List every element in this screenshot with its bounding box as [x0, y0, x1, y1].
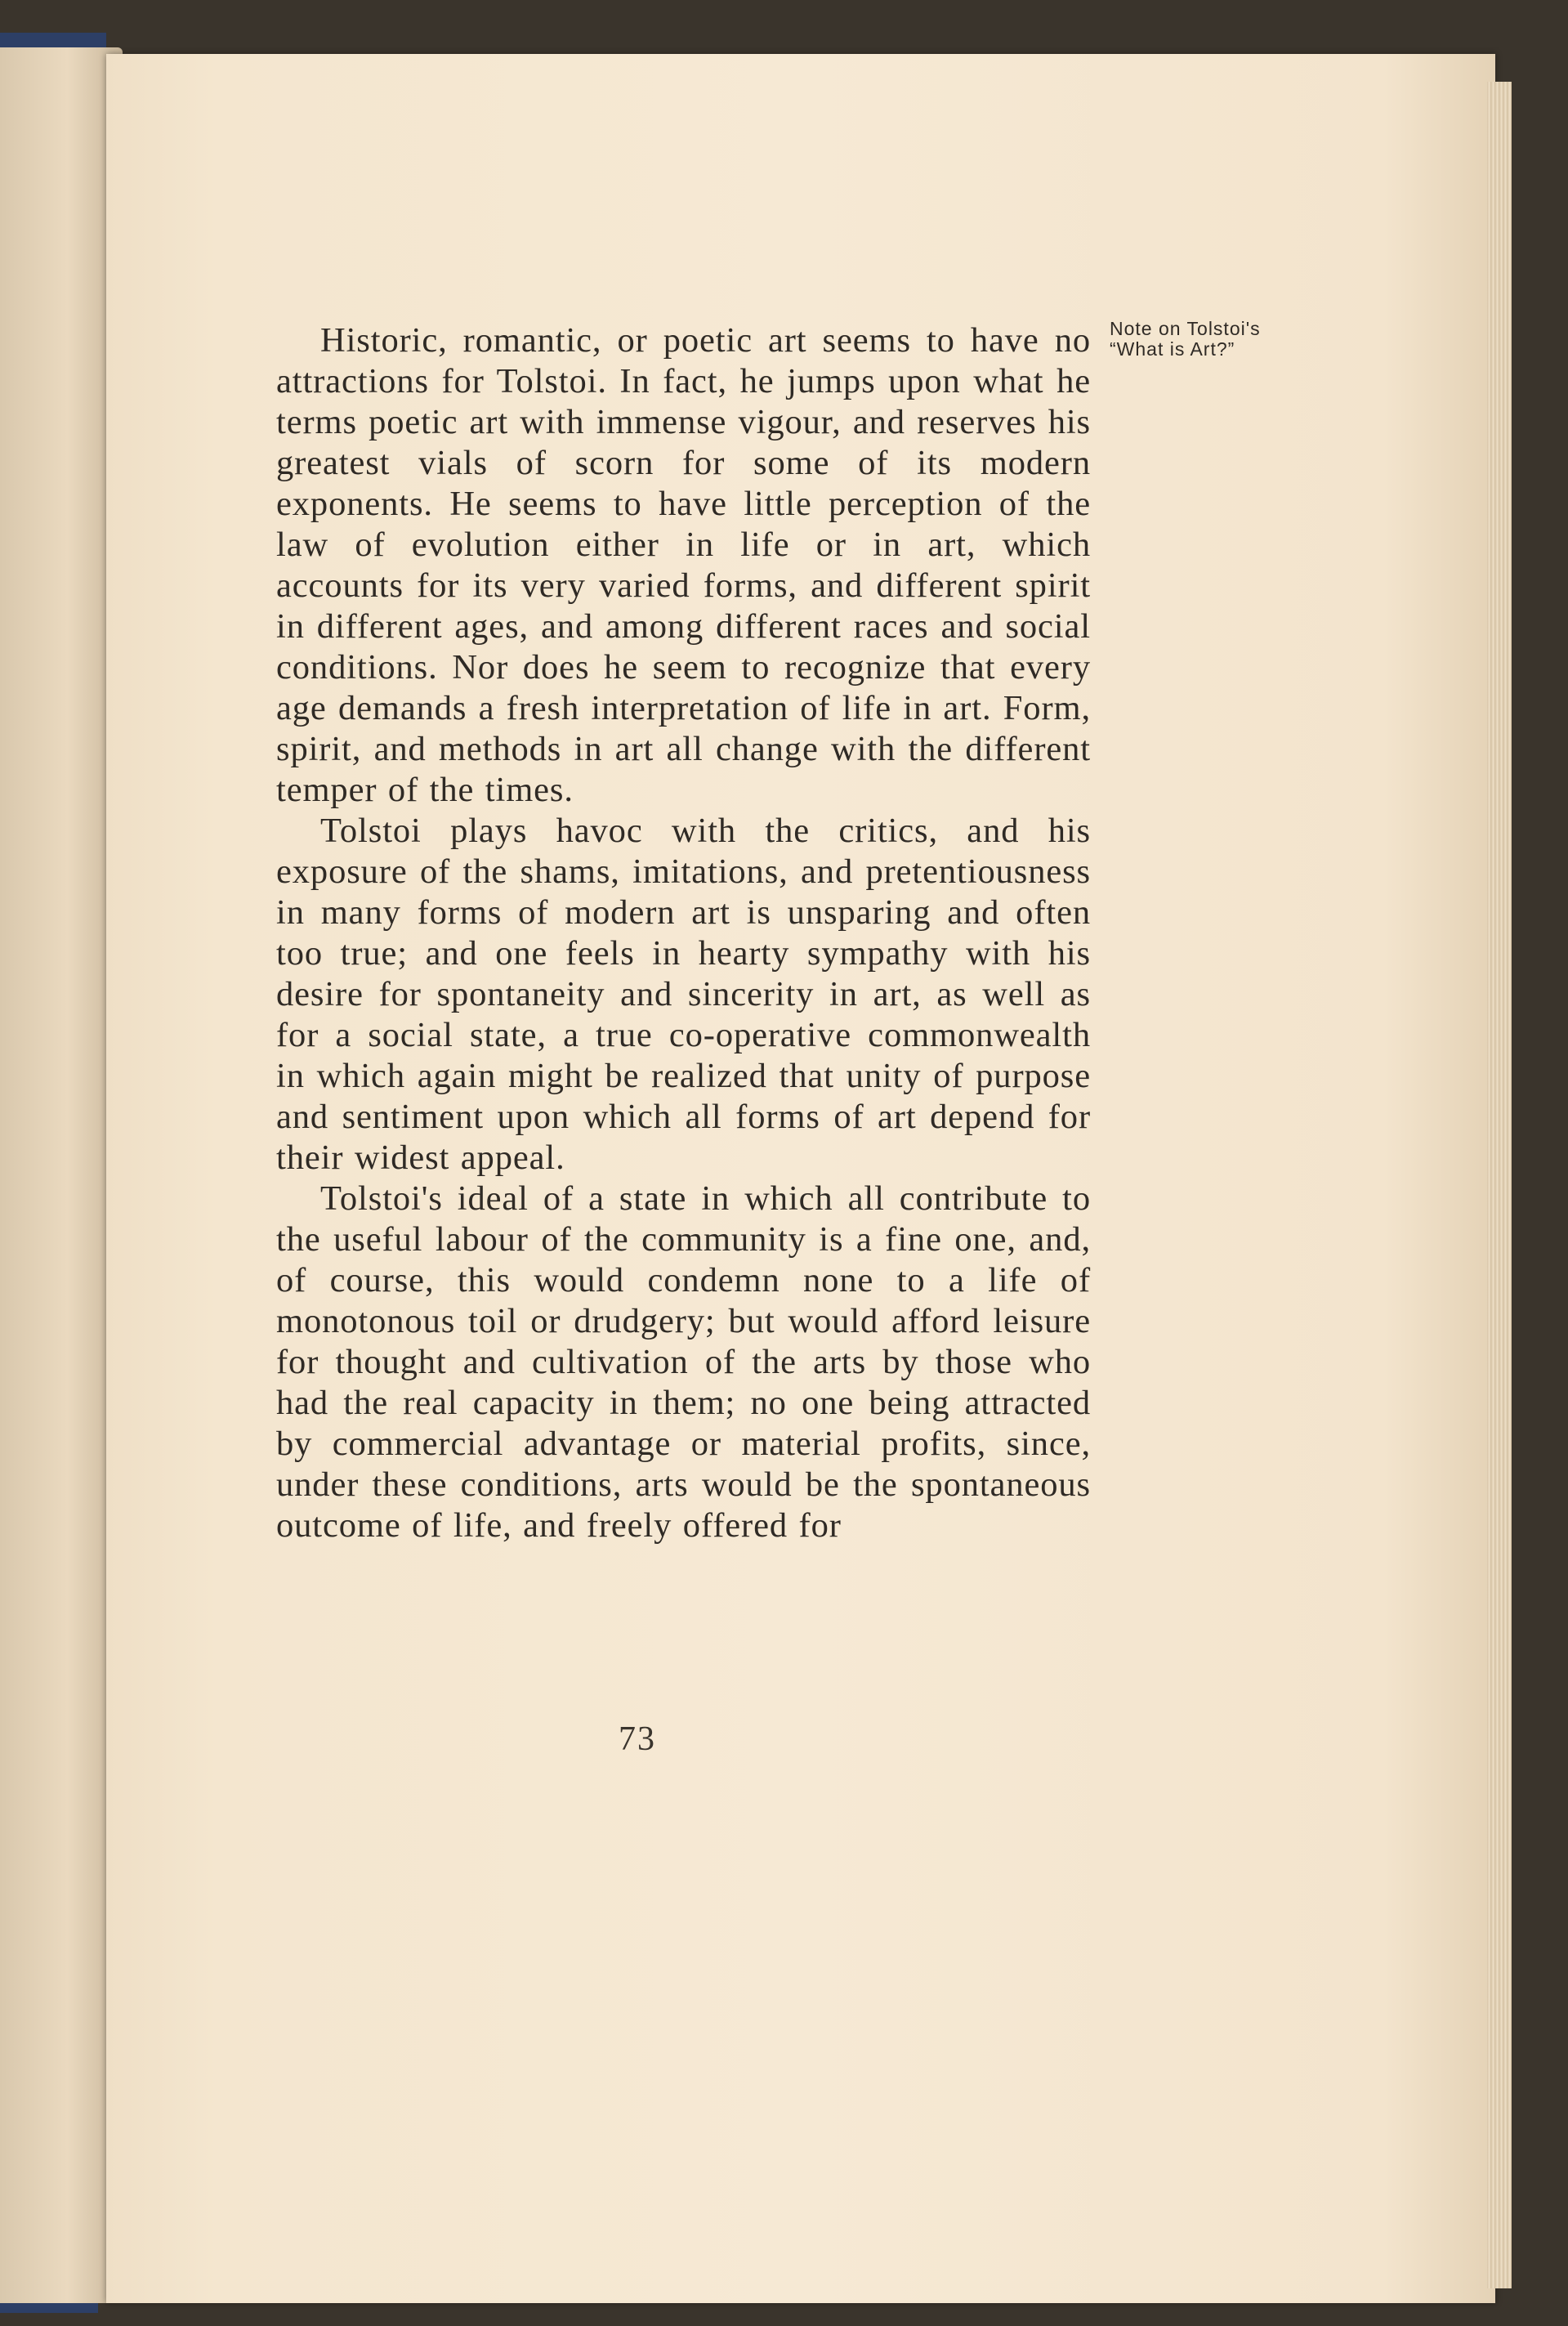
- paragraph-1: Historic, romantic, or poetic art seems to have no attractions for Tolstoi. In fact, he jumps upon what he terms poetic art with immense vigour, and reserves his greatest vials of scorn for some of its modern exponents. He seems to have little perception of the law of evolution either in life or in art, which accounts for its very varied forms, and different spirit in different ages, and among different races and social conditions. Nor does he seem to recognize that every age demands a fresh interpretation of life in art. Form, spirit, and methods in art all change with the different temper of the times.: [276, 321, 1091, 809]
- paragraph-2: Tolstoi plays havoc with the critics, and his exposure of the shams, imitations, and pretentiousness in many forms of modern art is unsparing and often too true; and one feels in hearty sympathy with his desire for spontaneity and sincerity in art, as well as for a social state, a true co-operative commonwealth in which again might be realized that unity of purpose and sentiment upon which all forms of art depend for their widest appeal.: [276, 812, 1091, 1177]
- left-page-edge: [0, 47, 123, 2303]
- paragraph-3: Tolstoi's ideal of a state in which all contribute to the useful labour of the community is a fine one, and, of course, this would condemn none to a life of monotonous toil or drudgery; but would afford leisure for thought and cultivation of the arts by those who had the real capacity in them; no one being attracted by commercial advantage or material profits, since, under these conditions, arts would be the spontaneous outcome of life, and freely offered for: [276, 1179, 1091, 1545]
- margin-note: Note on Tolstoi's “What is Art?”: [1110, 318, 1261, 360]
- page-stack-edge: [1487, 82, 1512, 2288]
- body-text: [276, 320, 1091, 1546]
- page-number: 73: [619, 1720, 656, 1758]
